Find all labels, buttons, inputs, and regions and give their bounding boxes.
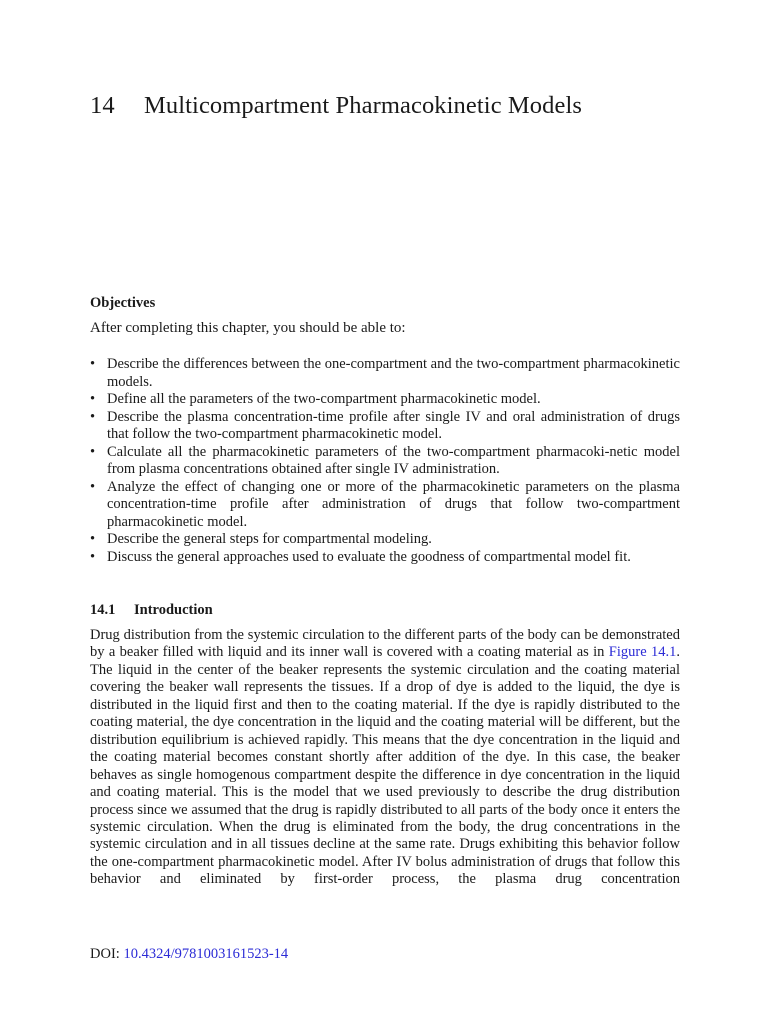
objective-text: Describe the general steps for compartmental modeling. [107,531,432,547]
objective-text: Describe the differences between the one-compartment and the two-compartment pharmacokinetic models. [107,356,680,390]
section-heading [90,602,213,619]
doi-link[interactable]: 10.4324/9781003161523-14 [123,946,289,962]
bullet-icon: • [90,356,96,372]
section-title: Introduction [134,602,213,618]
body-paragraph [90,627,680,889]
bullet-icon: • [90,443,96,460]
objective-item [90,479,680,532]
objective-item [90,409,680,444]
objectives-list [90,356,680,566]
objective-text: Calculate all the pharmacokinetic parameters of the two-compartment pharmacoki-netic model from plasma concentrations obtained after single IV administration. [107,443,680,477]
objective-text: Describe the plasma concentration-time profile after single IV and oral administration of drugs that follow the two-compartment pharmacokinetic model. [107,408,680,442]
objective-item [90,549,680,567]
objective-item [90,444,680,479]
figure-link[interactable]: Figure 14.1 [608,644,677,661]
paragraph-text-after-link: . The liquid in the center of the beaker represents the systemic circulation and the coating material covering the beaker wall represents the tissues. If a drop of dye is added to the liquid, the dye is distributed in the liquid first and then to the coating material. If the dye is rapidly distributed to the coating material, the dye concentration in the liquid and the coating material will be different, but the distribution equilibrium is achieved rapidly. This means that the dye concentration in the liquid and the coating material becomes constant shortly after addition of the dye. In this case, the beaker behaves as single homogenous compartment despite the difference in dye concentration in the liquid and coating material. This is the model that we used previously to describe the drug distribution process since we assumed that the drug is rapidly distributed to all parts of the body once it enters the systemic circulation. When the drug is eliminated from the body, the drug concentrations in the systemic circulation and in all tissues decline at the same rate. Drugs exhibiting this behavior follow the one-compartment pharmacokinetic model. After IV bolus administration of drugs that follow this behavior and eliminated by first-order process, the plasma drug concentration [90,644,680,888]
bullet-icon: • [90,391,96,407]
chapter-title-text: Multicompartment Pharmacokinetic Models [144,92,582,119]
chapter-title [90,92,690,120]
bullet-icon: • [90,408,96,425]
paragraph-text-before-link: Drug distribution from the systemic circulation to the different parts of the body can be demonstrated by a beaker filled with liquid and its inner wall is covered with a coating material as in [90,627,680,661]
objective-text: Discuss the general approaches used to evaluate the goodness of compartmental model fit. [107,548,631,565]
objective-item [90,531,680,549]
section-number: 14.1 [90,602,116,618]
doi-footer [90,946,288,963]
objective-item [90,391,680,409]
objective-text: Define all the parameters of the two-compartment pharmacokinetic model. [107,391,541,407]
objectives-intro: After completing this chapter, you should be able to: [90,320,406,336]
objectives-heading: Objectives [90,295,156,311]
objective-item [90,356,680,391]
bullet-icon: • [90,478,96,495]
doi-label: DOI: [90,946,124,962]
objective-text: Analyze the effect of changing one or more of the pharmacokinetic parameters on the plasma concentration-time profile after administration of drugs that follow two-compartment pharmacokinetic model. [107,478,680,530]
bullet-icon: • [90,531,96,547]
bullet-icon: • [90,548,96,565]
chapter-number: 14 [90,92,115,119]
